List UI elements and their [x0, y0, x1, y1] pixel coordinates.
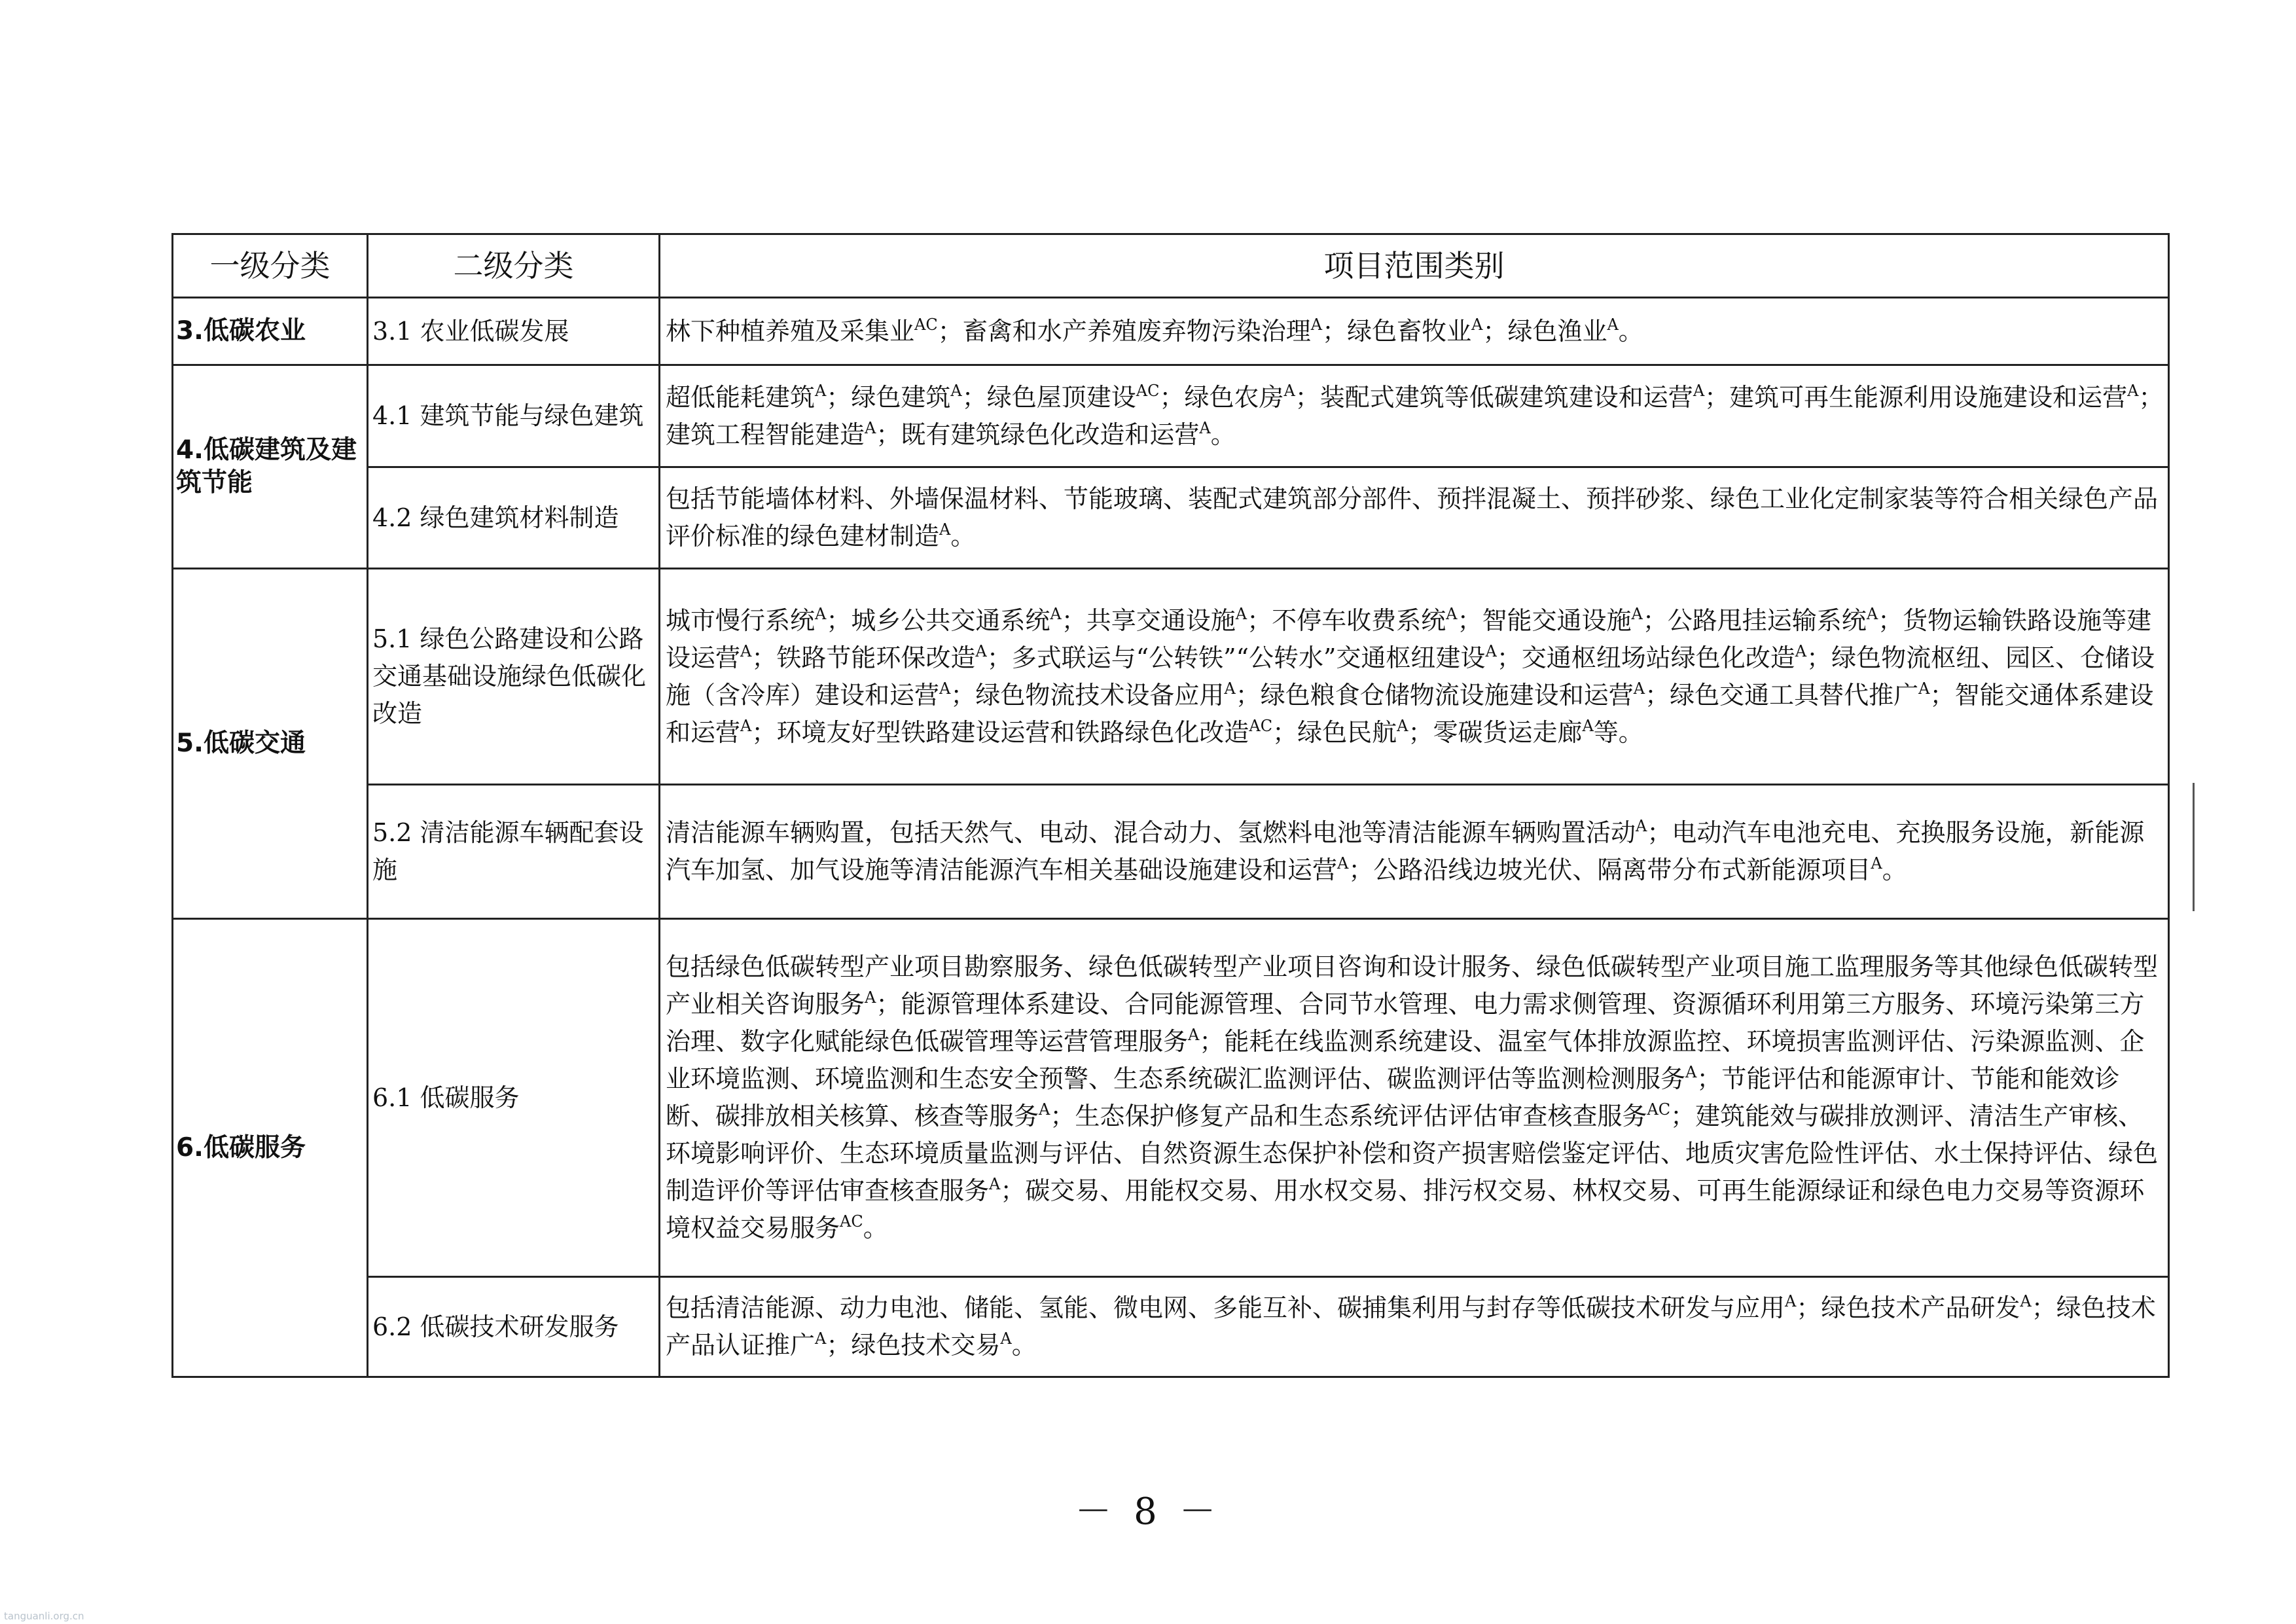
- scope-text: 包括节能墙体材料、外墙保温材料、节能玻璃、装配式建筑部分部件、预拌混凝土、预拌砂浆、绿色工业化定制家装等符合相关绿色产品评价标准的绿色建材制造: [666, 484, 2159, 550]
- category-marker: A: [1283, 381, 1295, 400]
- category-marker: A: [1918, 679, 1930, 698]
- table-row: [173, 365, 2169, 467]
- category-marker: A: [1633, 679, 1645, 698]
- category-marker: A: [1795, 641, 1807, 660]
- category-marker: A: [1693, 381, 1705, 400]
- level2-cell: 6.1 低碳服务: [368, 919, 660, 1277]
- page-number: － 8 －: [1075, 1490, 1221, 1533]
- table-row: [173, 785, 2169, 919]
- scope-text: ；交通枢纽场站绿色化改造: [1496, 643, 1795, 672]
- level2-cell: 6.2 低碳技术研发服务: [368, 1277, 660, 1377]
- category-marker: A: [1310, 315, 1323, 334]
- scope-text: ；建筑能效与碳排放测评、清洁生产审核、环境影响评价、生态环境质量监测与评估、自然资源生态保护补偿和资产损害赔偿鉴定评估、地质灾害危险性评估、水土保持评估、绿色制造评价等评估审查核查服务: [666, 1102, 2159, 1205]
- scope-text: 超低能耗建筑: [666, 382, 816, 412]
- category-marker: A: [1636, 817, 1647, 835]
- category-marker: A: [740, 641, 752, 660]
- category-marker: A: [1235, 604, 1247, 623]
- level2-cell: 3.1 农业低碳发展: [368, 298, 660, 365]
- scope-text: ；绿色物流技术设备应用: [950, 680, 1225, 710]
- scope-text: 清洁能源车辆购置，包括天然气、电动、混合动力、氢燃料电池等清洁能源车辆购置活动: [666, 818, 1636, 847]
- category-marker: A: [1785, 1292, 1797, 1310]
- category-marker: A: [1685, 1063, 1697, 1081]
- level2-cell: 5.2 清洁能源车辆配套设施: [368, 785, 660, 919]
- scope-text: ；既有建筑绿色化改造和运营: [876, 420, 1200, 449]
- scope-text: ；绿色粮食仓储物流设施建设和运营: [1235, 680, 1634, 710]
- scope-cell: [660, 365, 2169, 467]
- category-marker: A: [815, 381, 827, 400]
- scope-text: ；城乡公共交通系统: [826, 605, 1050, 635]
- scope-text: ；建筑可再生能源利用设施建设和运营: [1704, 382, 2128, 412]
- scope-text: ；绿色建筑: [826, 382, 951, 412]
- category-marker: A: [1631, 604, 1643, 623]
- category-marker: A: [1039, 1100, 1050, 1119]
- category-marker: A: [1471, 315, 1483, 334]
- scope-text: ；建筑工程智能建造: [666, 382, 2164, 449]
- category-marker: A: [950, 381, 962, 400]
- scope-text: ；能源管理体系建设、合同能源管理、合同节水管理、电力需求侧管理、资源循环利用第三方服务、环境污染第三方治理、数字化赋能绿色低碳管理等运营管理服务: [666, 990, 2145, 1056]
- category-marker: AC: [840, 1212, 863, 1231]
- scope-text: 城市慢行系统: [666, 605, 816, 635]
- scope-text: ；绿色技术产品认证推广: [666, 1293, 2156, 1360]
- level1-cell: 3.低碳农业: [173, 298, 368, 365]
- scope-text: ；畜禽和水产养殖废弃物污染治理: [937, 316, 1311, 346]
- scope-text: ；智能交通体系建设和运营: [666, 680, 2154, 747]
- category-marker: A: [1000, 1329, 1012, 1348]
- scope-text: ；多式联运与“公转铁”“公转水”交通枢纽建设: [986, 643, 1486, 672]
- scope-text: 包括清洁能源、动力电池、储能、氢能、微电网、多能互补、碳捕集利用与封存等低碳技术研发与应用: [666, 1293, 1785, 1322]
- scope-text: 。: [863, 1214, 888, 1242]
- scope-text: ；能耗在线监测系统建设、温室气体排放源监控、环境损害监测评估、污染源监测、企业环境监测、环境监测和生态安全预警、生态系统碳汇监测评估、碳监测评估等监测检测服务: [666, 1027, 2145, 1093]
- category-marker: AC: [914, 315, 938, 334]
- table-row: [173, 919, 2169, 1277]
- category-marker: A: [975, 641, 987, 660]
- category-marker: A: [939, 520, 951, 539]
- category-marker: A: [1582, 716, 1594, 735]
- table-row: [173, 298, 2169, 365]
- scope-text: ；节能评估和能源审计、节能和能效诊断、碳排放相关核算、核查等服务: [666, 1064, 2120, 1130]
- level2-cell: 4.1 建筑节能与绿色建筑: [368, 365, 660, 467]
- scope-text: 。: [1011, 1331, 1037, 1360]
- scope-cell: [660, 919, 2169, 1277]
- category-marker: A: [1224, 679, 1236, 698]
- scope-text: 。: [1210, 420, 1236, 449]
- scope-text: ；不停车收费系统: [1247, 605, 1446, 635]
- scope-text: ；绿色屋顶建设: [961, 382, 1136, 412]
- category-marker: AC: [1136, 381, 1160, 400]
- scope-text: ；绿色技术产品研发: [1796, 1293, 2020, 1322]
- header-scope: 项目范围类别: [660, 234, 2169, 298]
- scope-text: ；铁路节能环保改造: [751, 643, 976, 672]
- category-marker: A: [1871, 854, 1882, 873]
- scope-text: 林下种植养殖及采集业: [666, 316, 915, 346]
- scope-text: 。: [1882, 856, 1907, 884]
- level1-cell: 4.低碳建筑及建筑节能: [173, 365, 368, 569]
- scope-text: 等。: [1593, 717, 1643, 747]
- scope-text: ；货物运输铁路设施等建设运营: [666, 605, 2152, 672]
- category-marker: A: [1397, 716, 1408, 735]
- scope-text: ；环境友好型铁路建设运营和铁路绿色化改造: [751, 717, 1249, 747]
- scope-text: 。: [1618, 316, 1643, 346]
- scope-text: ；绿色渔业: [1482, 316, 1607, 346]
- category-marker: A: [1050, 604, 1062, 623]
- scope-text: ；绿色民航: [1272, 717, 1397, 747]
- category-marker: A: [1188, 1026, 1200, 1044]
- classification-table: [171, 233, 2170, 1378]
- category-marker: AC: [1647, 1100, 1671, 1119]
- category-marker: A: [1446, 604, 1458, 623]
- category-marker: A: [939, 679, 951, 698]
- scope-text: ；生态保护修复产品和生态系统评估评估审查核查服务: [1050, 1102, 1647, 1130]
- level2-cell: 4.2 绿色建筑材料制造: [368, 467, 660, 569]
- category-marker: A: [1199, 418, 1211, 437]
- scope-cell: [660, 785, 2169, 919]
- category-marker: A: [1337, 854, 1349, 873]
- category-marker: A: [740, 716, 752, 735]
- level2-cell: 5.1 绿色公路建设和公路交通基础设施绿色低碳化改造: [368, 569, 660, 785]
- scope-text: ；公路沿线边坡光伏、隔离带分布式新能源项目: [1348, 856, 1871, 884]
- table-row: [173, 569, 2169, 785]
- scope-text: ；公路甩挂运输系统: [1642, 605, 1867, 635]
- scope-text: ；智能交通设施: [1457, 605, 1632, 635]
- scope-text: 。: [950, 522, 976, 550]
- category-marker: A: [1607, 315, 1619, 334]
- scope-text: ；共享交通设施: [1061, 605, 1236, 635]
- category-marker: A: [815, 1329, 827, 1348]
- category-marker: A: [865, 988, 876, 1007]
- scope-cell: [660, 1277, 2169, 1377]
- scope-cell: [660, 467, 2169, 569]
- scope-text: ；绿色交通工具替代推广: [1645, 680, 1919, 710]
- header-level2: 二级分类: [368, 234, 660, 298]
- category-marker: AC: [1249, 716, 1273, 735]
- scope-cell: [660, 569, 2169, 785]
- level1-cell: 5.低碳交通: [173, 569, 368, 919]
- watermark-text: tanguanli.org.cn: [4, 1610, 84, 1622]
- category-marker: A: [1485, 641, 1497, 660]
- category-marker: A: [815, 604, 827, 623]
- scope-cell: [660, 298, 2169, 365]
- category-marker: A: [989, 1175, 1001, 1193]
- category-marker: A: [2127, 381, 2139, 400]
- header-level1: 一级分类: [173, 234, 368, 298]
- table-row: [173, 467, 2169, 569]
- table-row: [173, 1277, 2169, 1377]
- table-header-row: [173, 234, 2169, 298]
- scope-text: ；绿色物流枢纽、园区、仓储设施（含冷库）建设和运营: [666, 643, 2155, 710]
- scope-text: ；装配式建筑等低碳建筑建设和运营: [1295, 382, 1693, 412]
- category-marker: A: [2020, 1292, 2032, 1310]
- scope-text: 包括绿色低碳转型产业项目勘察服务、绿色低碳转型产业项目咨询和设计服务、绿色低碳转型产业项目施工监理服务等其他绿色低碳转型产业相关咨询服务: [666, 952, 2159, 1019]
- category-marker: A: [1866, 604, 1878, 623]
- scope-text: ；绿色畜牧业: [1322, 316, 1472, 346]
- scope-text: ；碳交易、用能权交易、用水权交易、排污权交易、林权交易、可再生能源绿证和绿色电力交易等资源环境权益交易服务: [666, 1176, 2145, 1242]
- level1-cell: 6.低碳服务: [173, 919, 368, 1377]
- margin-rule: [2193, 783, 2195, 911]
- category-marker: A: [865, 418, 876, 437]
- scope-text: ；绿色农房: [1159, 382, 1284, 412]
- scope-text: ；电动汽车电池充电、充换服务设施，新能源汽车加氢、加气设施等清洁能源汽车相关基础设施建设和运营: [666, 818, 2145, 884]
- scope-text: ；零碳货运走廊: [1408, 717, 1583, 747]
- scope-text: ；绿色技术交易: [826, 1331, 1001, 1360]
